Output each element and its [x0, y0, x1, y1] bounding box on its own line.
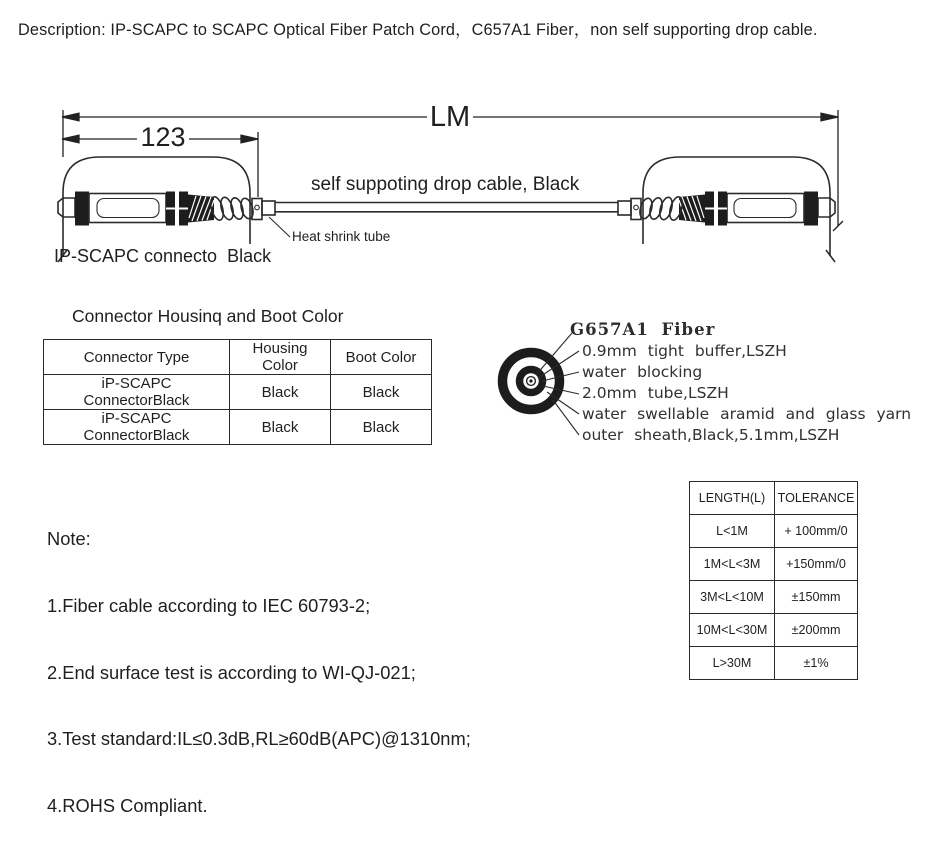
header-boot-color: Boot Color [331, 340, 432, 375]
length-tolerance-table [689, 481, 858, 680]
cell-tolerance: ±1% [775, 647, 858, 680]
note-item: 2.End surface test is according to WI-QJ-021; [47, 661, 416, 683]
drop-cable [275, 203, 618, 212]
fiber-cross-section [503, 353, 560, 410]
notes-block [47, 484, 471, 861]
right-connector [618, 157, 835, 262]
header-length: LENGTH(L) [690, 482, 775, 515]
cell-length: 3M<L<10M [690, 581, 775, 614]
heat-shrink-leader [269, 217, 290, 237]
fiber-layer-label: 0.9mm tight buffer,LSZH [582, 342, 787, 360]
cell-length: L>30M [690, 647, 775, 680]
note-item: 4.ROHS Compliant. [47, 794, 208, 816]
connector-name-label: IP-SCAPC connecto Black [54, 246, 272, 266]
cell-boot-color: Black [331, 375, 432, 410]
cell-tolerance: +150mm/0 [775, 548, 858, 581]
table-header-row [690, 482, 858, 515]
cell-tolerance: ±200mm [775, 614, 858, 647]
cell-boot-color: Black [331, 410, 432, 445]
note-item: 3.Test standard:IL≤0.3dB,RL≥60dB(APC)@1310nm; [47, 728, 471, 750]
connector-color-table [43, 339, 432, 445]
header-housing-color: Housing Color [230, 340, 331, 375]
dimension-overall-label: LM [429, 101, 471, 133]
cell-tolerance: ±150mm [775, 581, 858, 614]
table-header-row [44, 340, 432, 375]
table-row [690, 614, 858, 647]
table-row [690, 515, 858, 548]
header-connector-type: Connector Type [44, 340, 230, 375]
table-row [44, 410, 432, 445]
fiber-layer-label: 2.0mm tube,LSZH [582, 384, 729, 402]
fiber-layer-label: water swellable aramid and glass yarn [582, 405, 912, 423]
cell-length: 1M<L<3M [690, 548, 775, 581]
fiber-layer-label: water blocking [582, 363, 703, 381]
cable-label: self suppoting drop cable, Black [311, 174, 580, 195]
cell-length: L<1M [690, 515, 775, 548]
table-row [44, 375, 432, 410]
description-text: Description: IP-SCAPC to SCAPC Optical Fiber Patch Cord，C657A1 Fiber，non self supporting drop cable. [18, 21, 818, 39]
cell-tolerance: + 100mm/0 [775, 515, 858, 548]
connector-table-title: Connector Housinq and Boot Color [72, 306, 344, 326]
dimension-connector-label: 123 [140, 122, 186, 152]
cell-housing-color: Black [230, 410, 331, 445]
fiber-diagram-title: G657A1 Fiber [570, 320, 716, 339]
cell-housing-color: Black [230, 375, 331, 410]
heat-shrink-label: Heat shrink tube [292, 229, 391, 244]
note-item: 1.Fiber cable according to IEC 60793-2; [47, 595, 371, 617]
fiber-layer-label: outer sheath,Black,5.1mm,LSZH [582, 426, 840, 444]
cell-connector-type: iP-SCAPC ConnectorBlack [44, 375, 230, 410]
cell-length: 10M<L<30M [690, 614, 775, 647]
cell-connector-type: iP-SCAPC ConnectorBlack [44, 410, 230, 445]
table-row [690, 647, 858, 680]
fiber-core [529, 379, 532, 382]
header-tolerance: TOLERANCE [775, 482, 858, 515]
table-row [690, 581, 858, 614]
notes-title: Note: [47, 528, 91, 550]
table-row [690, 548, 858, 581]
